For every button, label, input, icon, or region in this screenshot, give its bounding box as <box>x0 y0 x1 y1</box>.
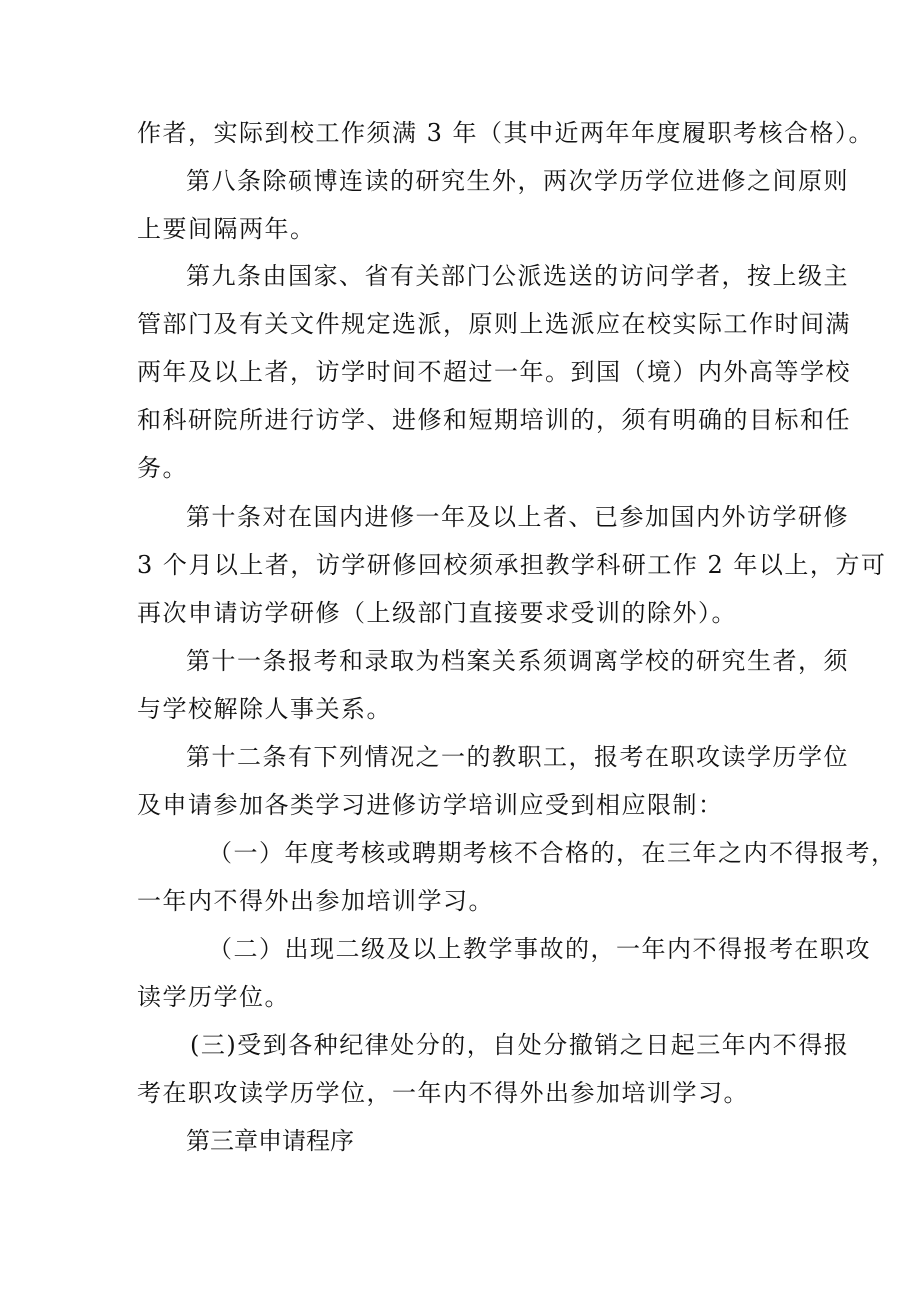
paragraph-line: 作者，实际到校工作须满 3 年（其中近两年年度履职考核合格）。 <box>137 119 875 147</box>
article-12-line: 第十二条有下列情况之一的教职工，报考在职攻读学历学位 <box>186 743 849 771</box>
list-item-line: 读学历学位。 <box>137 983 290 1011</box>
list-item-line: 一年内不得外出参加培训学习。 <box>137 887 494 915</box>
article-9-line: 务。 <box>137 454 188 482</box>
article-9-line: 和科研院所进行访学、进修和短期培训的，须有明确的目标和任 <box>137 406 851 434</box>
article-9-line: 管部门及有关文件规定选派，原则上选派应在校实际工作时间满 <box>137 310 851 338</box>
article-9-line: 两年及以上者，访学时间不超过一年。到国（境）内外高等学校 <box>137 358 851 386</box>
list-item-line: (三)受到各种纪律处分的，自处分撤销之日起三年内不得报 <box>190 1031 850 1059</box>
list-item-line: （一）年度考核或聘期考核不合格的，在三年之内不得报考， <box>208 839 897 867</box>
list-item-line: 考在职攻读学历学位，一年内不得外出参加培训学习。 <box>137 1079 749 1107</box>
chapter-heading: 第三章申请程序 <box>186 1127 354 1155</box>
article-10-line: 第十条对在国内进修一年及以上者、已参加国内外访学研修 <box>186 503 849 531</box>
article-10-line: 再次申请访学研修（上级部门直接要求受训的除外）。 <box>137 599 737 627</box>
article-10-line: 3 个月以上者，访学研修回校须承担教学科研工作 2 年以上，方可 <box>137 551 887 579</box>
article-8-line: 第八条除硕博连读的研究生外，两次学历学位进修之间原则 <box>186 167 849 195</box>
list-item-line: （二）出现二级及以上教学事故的，一年内不得报考在职攻 <box>208 935 871 963</box>
article-11-line: 第十一条报考和录取为档案关系须调离学校的研究生者，须 <box>186 647 849 675</box>
article-9-line: 第九条由国家、省有关部门公派选送的访问学者，按上级主 <box>186 262 849 290</box>
article-11-line: 与学校解除人事关系。 <box>137 695 392 723</box>
article-12-line: 及申请参加各类学习进修访学培训应受到相应限制： <box>137 791 724 819</box>
article-8-line: 上要间隔两年。 <box>137 215 316 243</box>
